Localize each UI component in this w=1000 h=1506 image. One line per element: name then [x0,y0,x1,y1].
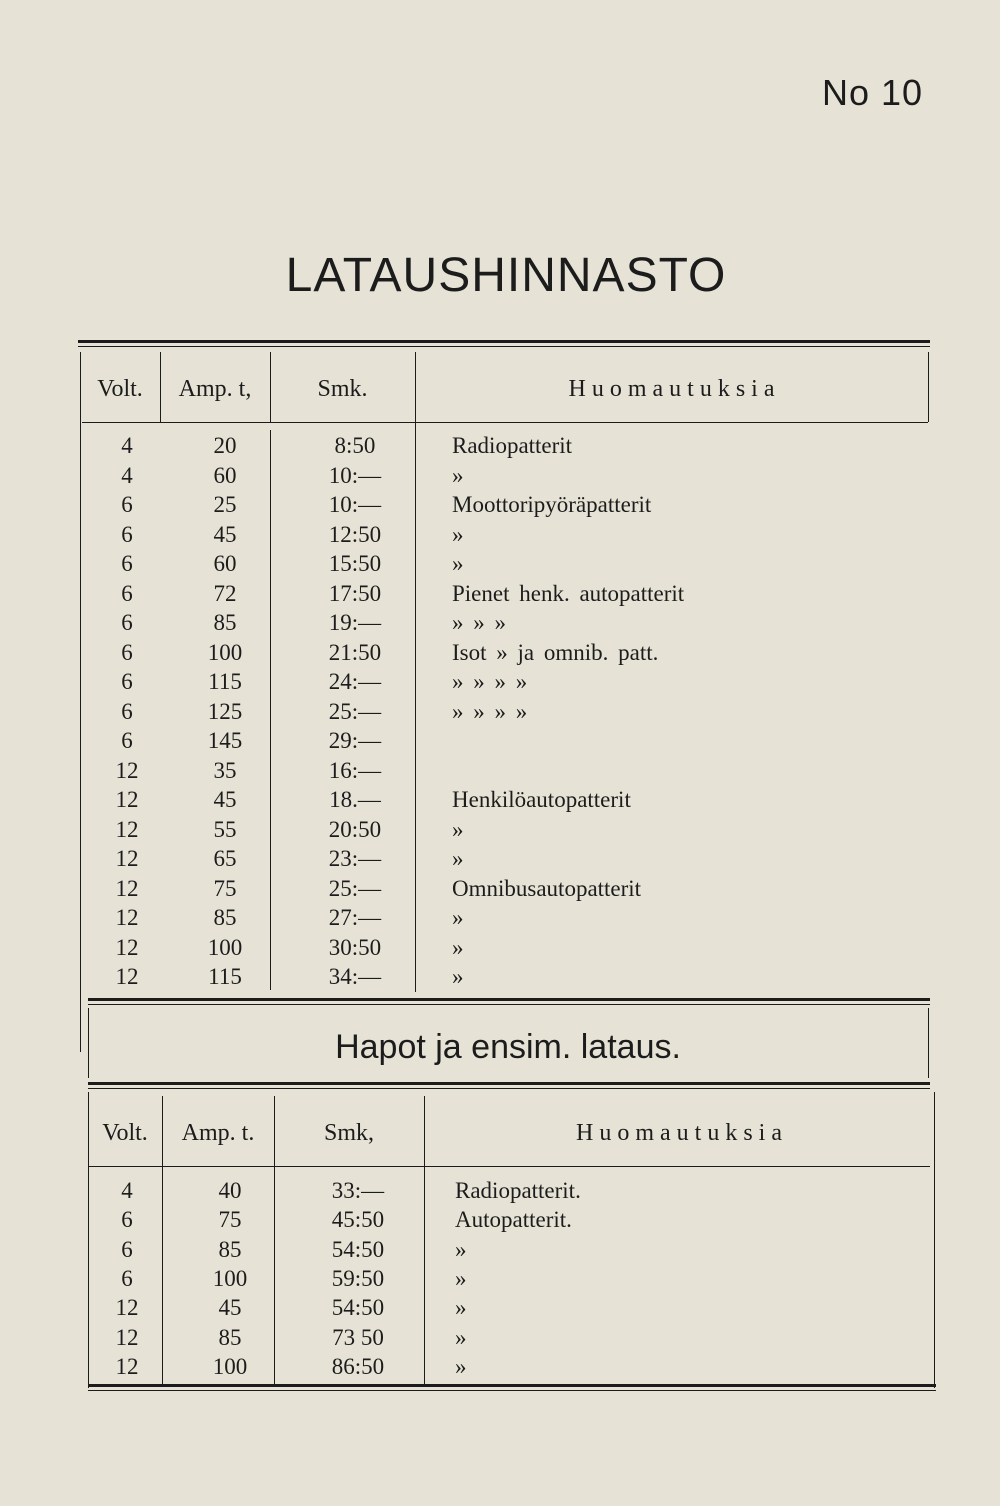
volt-cell: 6 [121,551,133,576]
price-cell: 10:— [328,492,382,517]
amp-cell: 85 [213,905,237,930]
amp-cell: 60 [213,551,237,576]
price-cell: 20:50 [328,816,382,842]
amp-cell: 72 [213,580,237,606]
amp-cell: 75 [213,875,237,901]
note-cell: » [452,964,464,989]
column-header: Smk, [323,1120,374,1146]
note-cell: » [452,551,464,576]
column-header: Volt. [102,1120,148,1146]
price-cell: 34:— [328,964,382,989]
amp-cell: 55 [213,816,237,842]
note-cell: Autopatterit. [455,1207,572,1233]
volt-cell: 4 [121,462,133,488]
amp-cell: 100 [207,639,243,665]
volt-cell: 12 [115,905,139,930]
volt-cell: 6 [121,1236,133,1262]
volt-cell: 6 [121,639,133,665]
amp-cell: 25 [213,492,237,517]
note-cell: » [455,1295,467,1321]
volt-cell: 12 [115,787,139,812]
note-cell: Moottoripyöräpatterit [452,492,652,517]
price-cell: 86:50 [331,1353,385,1379]
table1-col-line-3 [415,352,416,992]
price-cell: 33:— [331,1178,385,1203]
amp-cell: 35 [213,757,237,783]
page-title: LATAUSHINNASTO [285,249,727,302]
note-cell: » [452,905,464,930]
amp-cell: 100 [212,1265,248,1291]
price-cell: 25:— [328,875,382,901]
price-cell: 19:— [328,610,382,635]
volt-cell: 6 [121,610,133,635]
volt-cell: 6 [121,669,133,694]
note-cell: » [452,934,464,960]
price-cell: 23:— [328,846,382,871]
note-cell: » [455,1324,467,1350]
price-cell: 24:— [328,669,382,694]
note-cell: » [455,1236,467,1262]
section-right-edge [928,1008,929,1078]
volt-cell: 12 [115,875,139,901]
price-cell: 12:50 [328,521,382,547]
column-header: Volt. [97,376,143,402]
price-cell: 54:50 [331,1295,385,1321]
price-cell: 17:50 [328,580,382,606]
price-cell: 27:— [328,905,382,930]
amp-cell: 45 [213,521,237,547]
price-cell: 25:— [328,698,382,724]
note-cell: Omnibusautopatterit [452,875,642,901]
volt-cell: 6 [121,1265,133,1291]
amp-cell: 115 [208,964,242,989]
table1-bottom-rule [88,998,930,1005]
note-cell: » [455,1353,467,1379]
price-cell: 21:50 [328,639,382,665]
amp-cell: 40 [218,1178,242,1203]
table2-right-edge [934,1092,935,1388]
price-cell: 59:50 [331,1265,385,1291]
amp-cell: 65 [213,846,237,871]
price-cell: 30:50 [328,934,382,960]
price-cell: 45:50 [331,1207,385,1233]
note-cell: » [455,1265,467,1291]
amp-cell: 100 [212,1353,248,1379]
price-cell: 15:50 [328,551,382,576]
note-cell: » [452,816,464,842]
note-cell: » [452,462,464,488]
note-cell: Radiopatterit. [455,1178,581,1203]
price-cell: 18.— [329,787,381,812]
price-cell: 54:50 [331,1236,385,1262]
volt-cell: 6 [121,1207,133,1233]
volt-cell: 6 [121,492,133,517]
amp-cell: 45 [218,1295,242,1321]
amp-cell: 60 [213,462,237,488]
amp-cell: 75 [218,1207,242,1233]
volt-cell: 6 [121,728,133,753]
column-header: Smk. [317,376,368,402]
table2-bottom-rule [88,1384,936,1391]
volt-cell: 12 [115,816,139,842]
table2-top-rule [88,1082,930,1089]
note-cell: Pienet henk. autopatterit [452,580,685,606]
column-header: H u o m a u t u k s i a [568,376,775,402]
amp-cell: 100 [207,934,243,960]
price-cell: 10:— [328,462,382,488]
volt-cell: 6 [121,521,133,547]
volt-cell: 12 [115,757,139,783]
note-cell: » [452,521,464,547]
page-number: No 10 [822,72,924,113]
note-cell: Isot » ja omnib. patt. [452,639,659,665]
price-cell: 29:— [328,728,382,753]
volt-cell: 12 [115,964,139,989]
column-header: Amp. t, [178,376,252,402]
note-cell: » » » » [452,669,528,694]
amp-cell: 115 [208,669,242,694]
amp-cell: 145 [207,728,243,753]
section-subheading: Hapot ja ensim. lataus. [335,1028,681,1066]
volt-cell: 12 [115,1295,139,1321]
volt-cell: 12 [115,934,139,960]
volt-cell: 12 [115,1353,139,1379]
volt-cell: 12 [115,1324,139,1350]
volt-cell: 6 [121,698,133,724]
table2-header-rule [88,1166,930,1167]
table1-top-rule [78,340,930,347]
column-header: H u o m a u t u k s i a [576,1120,782,1146]
note-cell: Henkilöautopatterit [452,787,631,812]
table1-right-edge [928,352,929,422]
volt-cell: 12 [115,846,139,871]
volt-cell: 4 [121,433,133,458]
price-cell: 8:50 [334,433,376,458]
note-cell: Radiopatterit [452,433,573,458]
column-header: Amp. t. [181,1120,255,1146]
note-cell: » » » [452,610,506,635]
note-cell: » [452,846,464,871]
amp-cell: 85 [218,1324,242,1350]
price-cell: 16:— [328,757,382,783]
volt-cell: 4 [121,1178,133,1203]
table1-left-edge [80,352,81,1052]
amp-cell: 85 [213,610,237,635]
volt-cell: 6 [121,580,133,606]
table1-header-rule [82,422,928,423]
note-cell: » » » » [452,698,528,724]
price-cell: 73 50 [332,1324,384,1350]
amp-cell: 85 [218,1236,242,1262]
amp-cell: 45 [213,787,237,812]
amp-cell: 20 [213,433,237,458]
amp-cell: 125 [207,698,243,724]
